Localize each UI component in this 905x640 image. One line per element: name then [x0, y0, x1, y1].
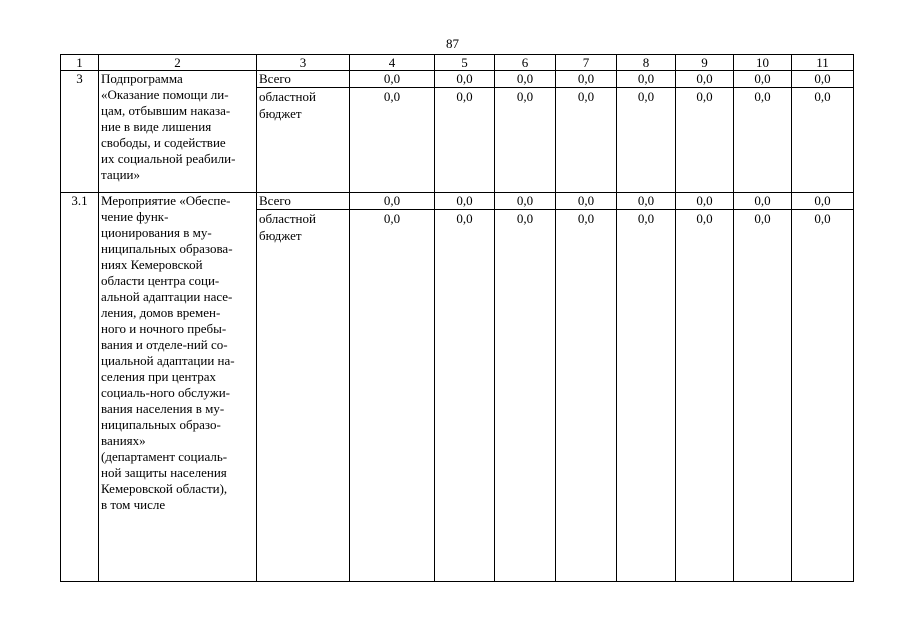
value-cell: 0,0: [792, 88, 854, 193]
budget-table: [60, 54, 854, 582]
header-cell: 6: [495, 55, 556, 71]
value-cell: 0,0: [435, 71, 495, 88]
value-cell: 0,0: [495, 193, 556, 210]
value-cell: 0,0: [734, 71, 792, 88]
value-cell: 0,0: [676, 71, 734, 88]
table-header-row: [61, 55, 854, 71]
value-cell: 0,0: [435, 88, 495, 193]
value-cell: 0,0: [676, 210, 734, 582]
value-cell: 0,0: [350, 88, 435, 193]
value-cell: 0,0: [792, 193, 854, 210]
value-cell: 0,0: [350, 71, 435, 88]
header-cell: 7: [556, 55, 617, 71]
value-cell: 0,0: [495, 210, 556, 582]
funding-source: Всего: [257, 193, 350, 210]
value-cell: 0,0: [556, 210, 617, 582]
funding-source: областной бюджет: [257, 210, 350, 582]
value-cell: 0,0: [435, 210, 495, 582]
value-cell: 0,0: [734, 88, 792, 193]
header-cell: 1: [61, 55, 99, 71]
value-cell: 0,0: [734, 193, 792, 210]
value-cell: 0,0: [792, 210, 854, 582]
value-cell: 0,0: [556, 193, 617, 210]
program-name: Мероприятие «Обеспе- чение функ- ционирования в му- ниципальных образова- ниях Кемеровской области центра соци- альной адаптации насе- ления, домов времен- ного и ночного пребы- вания и отделе-ний со- циальной адаптации на- селения при центрах социаль-ного обслужи- вания населения в му- ниципальных образо- ваниях» (департамент социаль- ной защиты населения Кемеровской области), в том числе: [99, 193, 257, 582]
header-cell: 9: [676, 55, 734, 71]
value-cell: 0,0: [495, 71, 556, 88]
header-cell: 4: [350, 55, 435, 71]
row-number: 3: [61, 71, 99, 193]
header-cell: 10: [734, 55, 792, 71]
header-cell: 8: [617, 55, 676, 71]
header-cell: 2: [99, 55, 257, 71]
value-cell: 0,0: [676, 88, 734, 193]
value-cell: 0,0: [617, 210, 676, 582]
value-cell: 0,0: [617, 88, 676, 193]
funding-source: областной бюджет: [257, 88, 350, 193]
value-cell: 0,0: [617, 71, 676, 88]
value-cell: 0,0: [556, 71, 617, 88]
header-cell: 11: [792, 55, 854, 71]
value-cell: 0,0: [676, 193, 734, 210]
value-cell: 0,0: [435, 193, 495, 210]
value-cell: 0,0: [734, 210, 792, 582]
table-row: [61, 193, 854, 210]
row-number: 3.1: [61, 193, 99, 582]
funding-source: Всего: [257, 71, 350, 88]
value-cell: 0,0: [350, 210, 435, 582]
header-cell: 3: [257, 55, 350, 71]
value-cell: 0,0: [350, 193, 435, 210]
header-cell: 5: [435, 55, 495, 71]
value-cell: 0,0: [792, 71, 854, 88]
table-row: [61, 71, 854, 88]
value-cell: 0,0: [556, 88, 617, 193]
program-name: Подпрограмма «Оказание помощи ли- цам, отбывшим наказа- ние в виде лишения свободы, и содействие их социальной реабили- тации»: [99, 71, 257, 193]
value-cell: 0,0: [495, 88, 556, 193]
page-number: 87: [446, 36, 459, 51]
value-cell: 0,0: [617, 193, 676, 210]
